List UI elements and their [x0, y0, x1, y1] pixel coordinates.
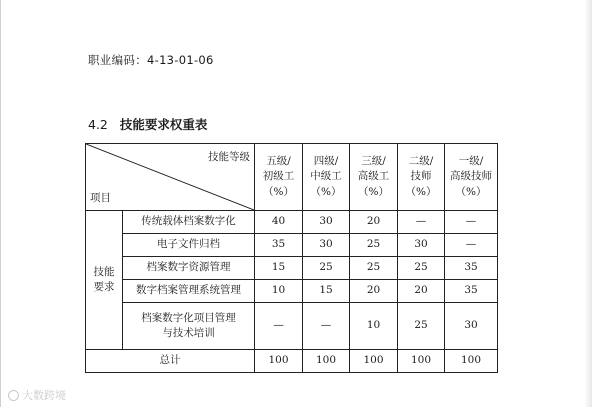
item-cell: 电子文件归档 — [123, 234, 255, 257]
corner-label-level: 技能等级 — [208, 151, 250, 163]
value-cell: 10 — [350, 303, 398, 350]
section-heading — [88, 115, 207, 133]
value-cell: 25 — [303, 257, 350, 280]
value-cell: 10 — [255, 280, 303, 303]
value-cell: — — [398, 211, 445, 234]
value-cell: 15 — [255, 257, 303, 280]
table-row — [86, 280, 498, 303]
level-header-1: 一级/ 高级技师 （%） — [445, 144, 498, 211]
total-cell: 100 — [445, 350, 498, 373]
level-header-5: 五级/ 初级工 （%） — [255, 144, 303, 211]
level-header-2: 二级/ 技师 （%） — [398, 144, 445, 211]
value-cell: 30 — [303, 211, 350, 234]
item-cell: 传统载体档案数字化 — [123, 211, 255, 234]
value-cell: 35 — [255, 234, 303, 257]
value-cell: — — [255, 303, 303, 350]
total-cell: 100 — [303, 350, 350, 373]
category-cell: 技能 要求 — [86, 211, 123, 350]
skill-weight-table — [85, 143, 498, 373]
table-row — [86, 303, 498, 350]
value-cell: 30 — [303, 234, 350, 257]
table-row — [86, 211, 498, 234]
value-cell: 25 — [350, 257, 398, 280]
item-cell: 档案数字资源管理 — [123, 257, 255, 280]
value-cell: — — [445, 234, 498, 257]
value-cell: 25 — [398, 257, 445, 280]
value-cell: 15 — [303, 280, 350, 303]
page-shadow — [584, 0, 592, 407]
value-cell: — — [445, 211, 498, 234]
watermark — [8, 387, 66, 403]
watermark-logo-icon — [8, 390, 19, 401]
value-cell: 40 — [255, 211, 303, 234]
value-cell: 20 — [350, 280, 398, 303]
corner-label-item: 项目 — [90, 191, 111, 204]
total-cell: 100 — [398, 350, 445, 373]
value-cell: — — [303, 303, 350, 350]
occupation-code: 职业编码：4-13-01-06 — [88, 53, 214, 67]
value-cell: 25 — [350, 234, 398, 257]
item-cell: 数字档案管理系统管理 — [123, 280, 255, 303]
table-row — [86, 257, 498, 280]
level-header-4: 四级/ 中级工 （%） — [303, 144, 350, 211]
total-cell: 100 — [255, 350, 303, 373]
section-number: 4.2 — [88, 117, 108, 132]
corner-cell — [86, 144, 255, 211]
total-row — [86, 350, 498, 373]
value-cell: 20 — [350, 211, 398, 234]
table-row — [86, 234, 498, 257]
item-cell: 档案数字化项目管理 与技术培训 — [123, 303, 255, 350]
section-title: 技能要求权重表 — [119, 117, 208, 132]
total-label: 总计 — [86, 350, 255, 373]
value-cell: 20 — [398, 280, 445, 303]
watermark-text: 大数跨境 — [22, 389, 66, 402]
page-edge — [0, 0, 1, 407]
value-cell: 35 — [445, 280, 498, 303]
value-cell: 35 — [445, 257, 498, 280]
value-cell: 25 — [398, 303, 445, 350]
total-cell: 100 — [350, 350, 398, 373]
value-cell: 30 — [398, 234, 445, 257]
table-header-row — [86, 144, 498, 211]
value-cell: 30 — [445, 303, 498, 350]
level-header-3: 三级/ 高级工 （%） — [350, 144, 398, 211]
